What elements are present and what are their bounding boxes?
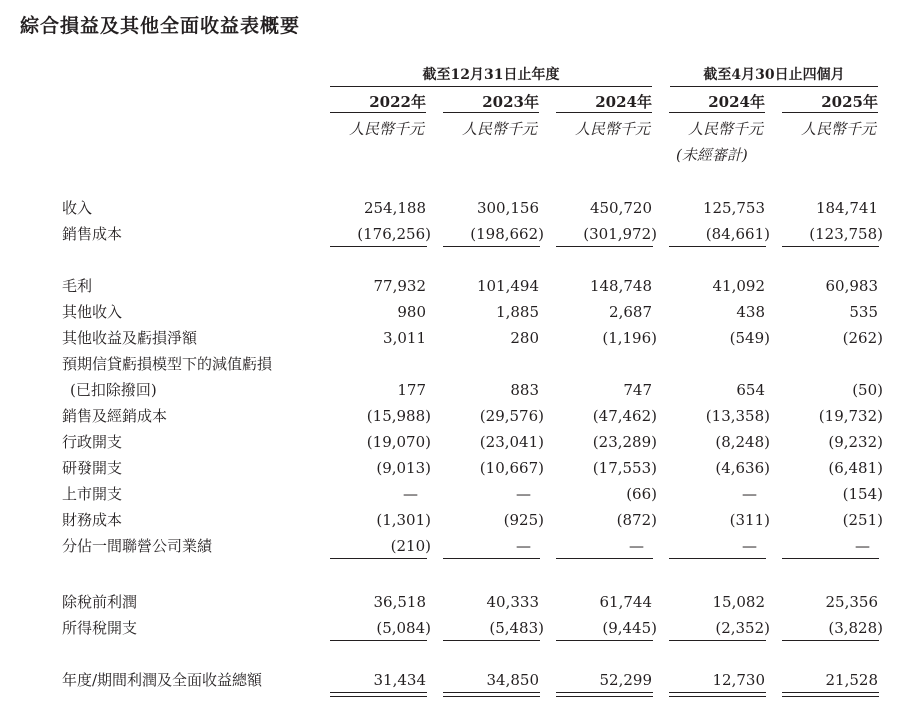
page-title: 綜合損益及其他全面收益表概要 — [20, 15, 301, 37]
subtotal-underline — [330, 640, 427, 641]
row-label: 銷售及經銷成本 — [62, 407, 168, 425]
cell-value: 125,753 — [702, 199, 765, 217]
table-row — [0, 668, 907, 692]
cell-value: (301,972) — [583, 225, 657, 243]
row-label: 其他收益及虧損淨額 — [62, 329, 198, 347]
cell-value: — — [742, 485, 757, 503]
cell-value: (4,636) — [715, 459, 770, 477]
unit-label: 人民幣千元 — [574, 120, 650, 138]
cell-value: 34,850 — [486, 671, 539, 689]
subtotal-underline — [556, 640, 653, 641]
cell-value: (123,758) — [809, 225, 883, 243]
year-header: 2025年 — [782, 92, 878, 113]
cell-value: — — [516, 537, 531, 555]
subtotal-underline — [669, 558, 766, 559]
cell-value: — — [403, 485, 418, 503]
cell-value: (6,481) — [828, 459, 883, 477]
cell-value: 535 — [849, 303, 878, 321]
cell-value: (5,084) — [376, 619, 431, 637]
subtotal-underline — [782, 558, 879, 559]
cell-value: (311) — [729, 511, 770, 529]
table-row — [0, 534, 907, 558]
cell-value: 3,011 — [383, 329, 426, 347]
subtotal-underline — [330, 246, 427, 247]
subtotal-underline — [443, 246, 540, 247]
row-label: 研發開支 — [62, 459, 123, 477]
year-header: 2024年 — [556, 92, 652, 113]
cell-value: (50) — [852, 381, 883, 399]
table-row — [0, 482, 907, 506]
cell-value: — — [516, 485, 531, 503]
cell-value: (210) — [390, 537, 431, 555]
row-label: 銷售成本 — [62, 225, 123, 243]
cell-value: 40,333 — [486, 593, 539, 611]
cell-value: (19,732) — [818, 407, 883, 425]
group-header-years: 截至12月31日止年度 — [330, 64, 652, 87]
table-row — [0, 616, 907, 640]
year-header: 2023年 — [443, 92, 539, 113]
cell-value: (9,232) — [828, 433, 883, 451]
cell-value: (176,256) — [357, 225, 431, 243]
cell-value: (3,828) — [828, 619, 883, 637]
cell-value: 41,092 — [712, 277, 765, 295]
cell-value: 12,730 — [712, 671, 765, 689]
row-label: 毛利 — [62, 277, 93, 295]
cell-value: 1,885 — [496, 303, 539, 321]
cell-value: (47,462) — [592, 407, 657, 425]
cell-value: — — [855, 537, 870, 555]
cell-value: 300,156 — [476, 199, 539, 217]
cell-value: (198,662) — [470, 225, 544, 243]
cell-value: 15,082 — [712, 593, 765, 611]
unit-label: 人民幣千元 — [687, 120, 763, 138]
unaudited-note: (未經審計) — [676, 146, 748, 164]
cell-value: (17,553) — [592, 459, 657, 477]
unit-label: 人民幣千元 — [348, 120, 424, 138]
cell-value: 25,356 — [825, 593, 878, 611]
group-header-four-months: 截至4月30日止四個月 — [670, 64, 878, 87]
cell-value: 21,528 — [825, 671, 878, 689]
subtotal-underline — [782, 246, 879, 247]
row-label: 上市開支 — [62, 485, 123, 503]
cell-value: (66) — [626, 485, 657, 503]
cell-value: (19,070) — [366, 433, 431, 451]
cell-value: 254,188 — [363, 199, 426, 217]
cell-value: 438 — [736, 303, 765, 321]
cell-value: 77,932 — [373, 277, 426, 295]
cell-value: (1,301) — [376, 511, 431, 529]
row-label: 財務成本 — [62, 511, 123, 529]
cell-value: (262) — [842, 329, 883, 347]
row-label: 預期信貸虧損模型下的減值虧損 — [62, 355, 273, 373]
row-label: 年度/期間利潤及全面收益總額 — [62, 671, 263, 689]
year-header: 2024年 — [669, 92, 765, 113]
cell-value: (8,248) — [715, 433, 770, 451]
table-row — [0, 352, 907, 376]
cell-value: (5,483) — [489, 619, 544, 637]
cell-value: 61,744 — [599, 593, 652, 611]
table-row — [0, 456, 907, 480]
cell-value: 980 — [397, 303, 426, 321]
cell-value: (1,196) — [602, 329, 657, 347]
cell-value: (15,988) — [366, 407, 431, 425]
cell-value: 52,299 — [599, 671, 652, 689]
total-double-underline — [330, 692, 427, 697]
cell-value: (872) — [616, 511, 657, 529]
row-label: 行政開支 — [62, 433, 123, 451]
row-label: 除稅前利潤 — [62, 593, 138, 611]
table-row — [0, 378, 907, 402]
row-label: 其他收入 — [62, 303, 123, 321]
cell-value: (251) — [842, 511, 883, 529]
cell-value: (84,661) — [705, 225, 770, 243]
cell-value: 148,748 — [589, 277, 652, 295]
row-label: 收入 — [62, 199, 93, 217]
subtotal-underline — [556, 246, 653, 247]
cell-value: (549) — [729, 329, 770, 347]
row-label: 所得稅開支 — [62, 619, 138, 637]
cell-value: 2,687 — [609, 303, 652, 321]
table-row — [0, 430, 907, 454]
table-row — [0, 274, 907, 298]
cell-value: 747 — [623, 381, 652, 399]
total-double-underline — [443, 692, 540, 697]
cell-value: (154) — [842, 485, 883, 503]
table-row — [0, 300, 907, 324]
cell-value: 177 — [397, 381, 426, 399]
cell-value: (13,358) — [705, 407, 770, 425]
subtotal-underline — [443, 640, 540, 641]
table-row — [0, 326, 907, 350]
cell-value: (2,352) — [715, 619, 770, 637]
year-header: 2022年 — [330, 92, 426, 113]
cell-value: (23,041) — [479, 433, 544, 451]
cell-value: 654 — [736, 381, 765, 399]
cell-value: (9,445) — [602, 619, 657, 637]
subtotal-underline — [443, 558, 540, 559]
subtotal-underline — [669, 246, 766, 247]
cell-value: (925) — [503, 511, 544, 529]
table-row — [0, 222, 907, 246]
row-label: (已扣除撥回) — [70, 381, 157, 399]
table-row — [0, 508, 907, 532]
cell-value: 184,741 — [815, 199, 878, 217]
total-double-underline — [782, 692, 879, 697]
table-row — [0, 404, 907, 428]
cell-value: 280 — [510, 329, 539, 347]
cell-value: (9,013) — [376, 459, 431, 477]
subtotal-underline — [556, 558, 653, 559]
cell-value: 36,518 — [373, 593, 426, 611]
cell-value: 31,434 — [373, 671, 426, 689]
cell-value: 883 — [510, 381, 539, 399]
cell-value: (23,289) — [592, 433, 657, 451]
total-double-underline — [556, 692, 653, 697]
subtotal-underline — [669, 640, 766, 641]
total-double-underline — [669, 692, 766, 697]
cell-value: — — [742, 537, 757, 555]
cell-value: 101,494 — [476, 277, 539, 295]
cell-value: — — [629, 537, 644, 555]
cell-value: (29,576) — [479, 407, 544, 425]
row-label: 分佔一間聯營公司業績 — [62, 537, 213, 555]
cell-value: 450,720 — [589, 199, 652, 217]
cell-value: 60,983 — [825, 277, 878, 295]
table-row — [0, 590, 907, 614]
unit-label: 人民幣千元 — [461, 120, 537, 138]
subtotal-underline — [330, 558, 427, 559]
table-row — [0, 196, 907, 220]
cell-value: (10,667) — [479, 459, 544, 477]
subtotal-underline — [782, 640, 879, 641]
unit-label: 人民幣千元 — [800, 120, 876, 138]
